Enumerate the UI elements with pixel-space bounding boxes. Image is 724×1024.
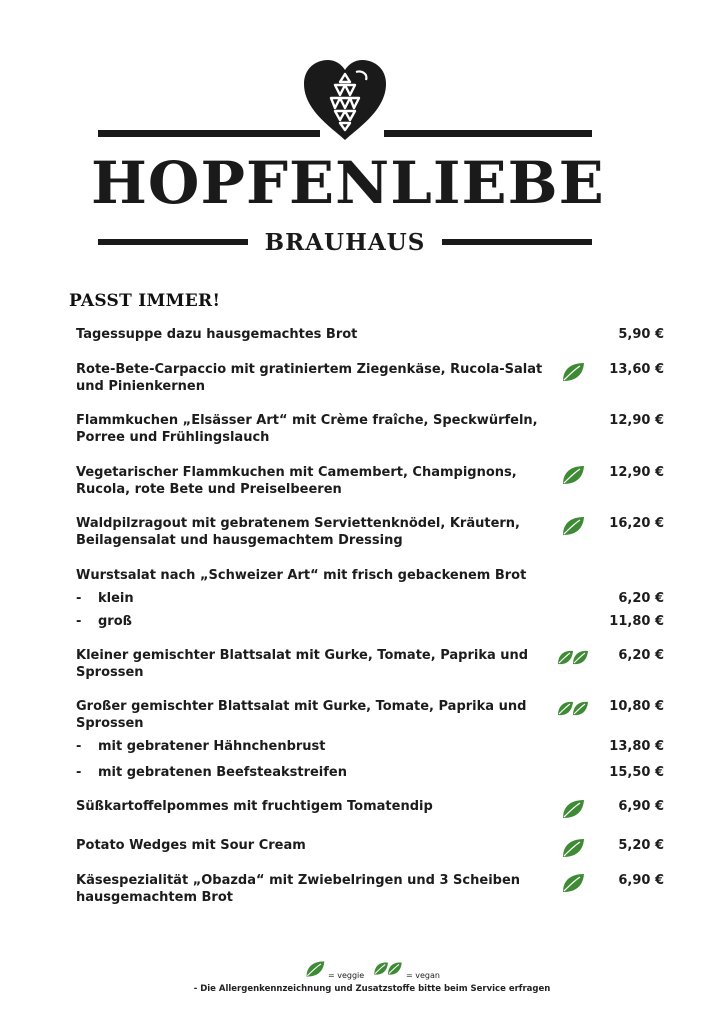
brand-subtitle-row: [98, 228, 592, 258]
option-price: 6,20 €: [618, 591, 664, 606]
menu-item-name: Käsespezialität „Obazda“ mit Zwiebelringen und 3 Scheiben hausgemachtem Brot: [76, 873, 521, 905]
menu-item-price: 6,90 €: [618, 799, 664, 814]
subtitle-rule-left: [98, 239, 248, 245]
brand-subtitle: BRAUHAUS: [264, 229, 426, 256]
legend-veggie-label: = veggie: [328, 971, 365, 980]
option-dash: -: [76, 591, 82, 606]
menu-item: [76, 515, 666, 549]
veggie-leaf-icon: [560, 836, 586, 860]
menu-item: [76, 361, 666, 395]
menu-item: [76, 798, 666, 815]
option-dash: -: [76, 765, 82, 780]
menu-item-name: Vegetarischer Flammkuchen mit Camembert, Champignons, Rucola, rote Bete und Preiselbeeren: [76, 465, 517, 497]
menu-item-price: 16,20 €: [609, 516, 664, 531]
menu-item-price: 5,20 €: [618, 838, 664, 853]
hop-heart-icon: [302, 58, 388, 142]
option-name: groß: [98, 614, 132, 629]
legend-vegan-label: = vegan: [406, 971, 440, 980]
veggie-leaf-icon: [560, 797, 586, 821]
menu-item-price: 10,80 €: [609, 699, 664, 714]
menu-item-name: Flammkuchen „Elsässer Art“ mit Crème fraîche, Speckwürfeln, Porree und Frühlingslauch: [76, 413, 538, 445]
veggie-leaf-icon: [560, 871, 586, 895]
menu-item: [76, 872, 666, 906]
vegan-leaves-icon: [556, 697, 590, 721]
menu-item-price: 6,20 €: [618, 648, 664, 663]
menu-item-name: Wurstsalat nach „Schweizer Art“ mit frisch gebackenem Brot: [76, 568, 527, 583]
menu-item: [76, 464, 666, 498]
menu-item-name: Süßkartoffelpommes mit fruchtigem Tomatendip: [76, 799, 433, 814]
logo-rule-right: [384, 130, 592, 137]
menu-item-name: Potato Wedges mit Sour Cream: [76, 838, 306, 853]
allergen-note: - Die Allergenkennzeichnung und Zusatzstoffe bitte beim Service erfragen: [193, 984, 551, 994]
veggie-leaf-icon: [560, 463, 586, 487]
option-dash: -: [76, 614, 82, 629]
logo-rule-left: [98, 130, 320, 137]
menu-item-name: Großer gemischter Blattsalat mit Gurke, Tomate, Paprika und Sprossen: [76, 699, 527, 731]
menu-item: [76, 326, 666, 343]
menu-item: [76, 647, 666, 681]
menu-item-name: Waldpilzragout mit gebratenem Serviettenknödel, Kräutern, Beilagensalat und hausgemachtem Dressing: [76, 516, 520, 548]
vegan-leaves-icon: [372, 958, 404, 980]
option-price: 15,50 €: [609, 765, 664, 780]
veggie-leaf-icon: [560, 514, 586, 538]
subtitle-rule-right: [442, 239, 592, 245]
menu-item-name: Kleiner gemischter Blattsalat mit Gurke, Tomate, Paprika und Sprossen: [76, 648, 529, 680]
option-name: mit gebratenen Beefsteakstreifen: [98, 765, 347, 780]
option-name: klein: [98, 591, 134, 606]
veggie-leaf-icon: [560, 360, 586, 384]
section-title: PASST IMMER!: [69, 291, 221, 311]
option-price: 11,80 €: [609, 614, 664, 629]
menu-item-price: 12,90 €: [609, 465, 664, 480]
menu-item-name: Tagessuppe dazu hausgemachtes Brot: [76, 327, 358, 342]
menu-item: [76, 698, 666, 732]
menu-item: [76, 837, 666, 854]
veggie-leaf-icon: [304, 958, 326, 980]
brand-name: HOPFENLIEBE: [91, 149, 605, 217]
option-dash: -: [76, 739, 82, 754]
menu-item-price: 12,90 €: [609, 413, 664, 428]
vegan-leaves-icon: [556, 646, 590, 670]
menu-item: [76, 412, 666, 446]
menu-item-price: 6,90 €: [618, 873, 664, 888]
menu-item-name: Rote-Bete-Carpaccio mit gratiniertem Ziegenkäse, Rucola-Salat und Pinienkernen: [76, 362, 543, 394]
menu-item: [76, 567, 666, 584]
brand-logo: [0, 0, 724, 270]
option-name: mit gebratener Hähnchenbrust: [98, 739, 326, 754]
menu-item-price: 5,90 €: [618, 327, 664, 342]
option-price: 13,80 €: [609, 739, 664, 754]
menu-item-price: 13,60 €: [609, 362, 664, 377]
